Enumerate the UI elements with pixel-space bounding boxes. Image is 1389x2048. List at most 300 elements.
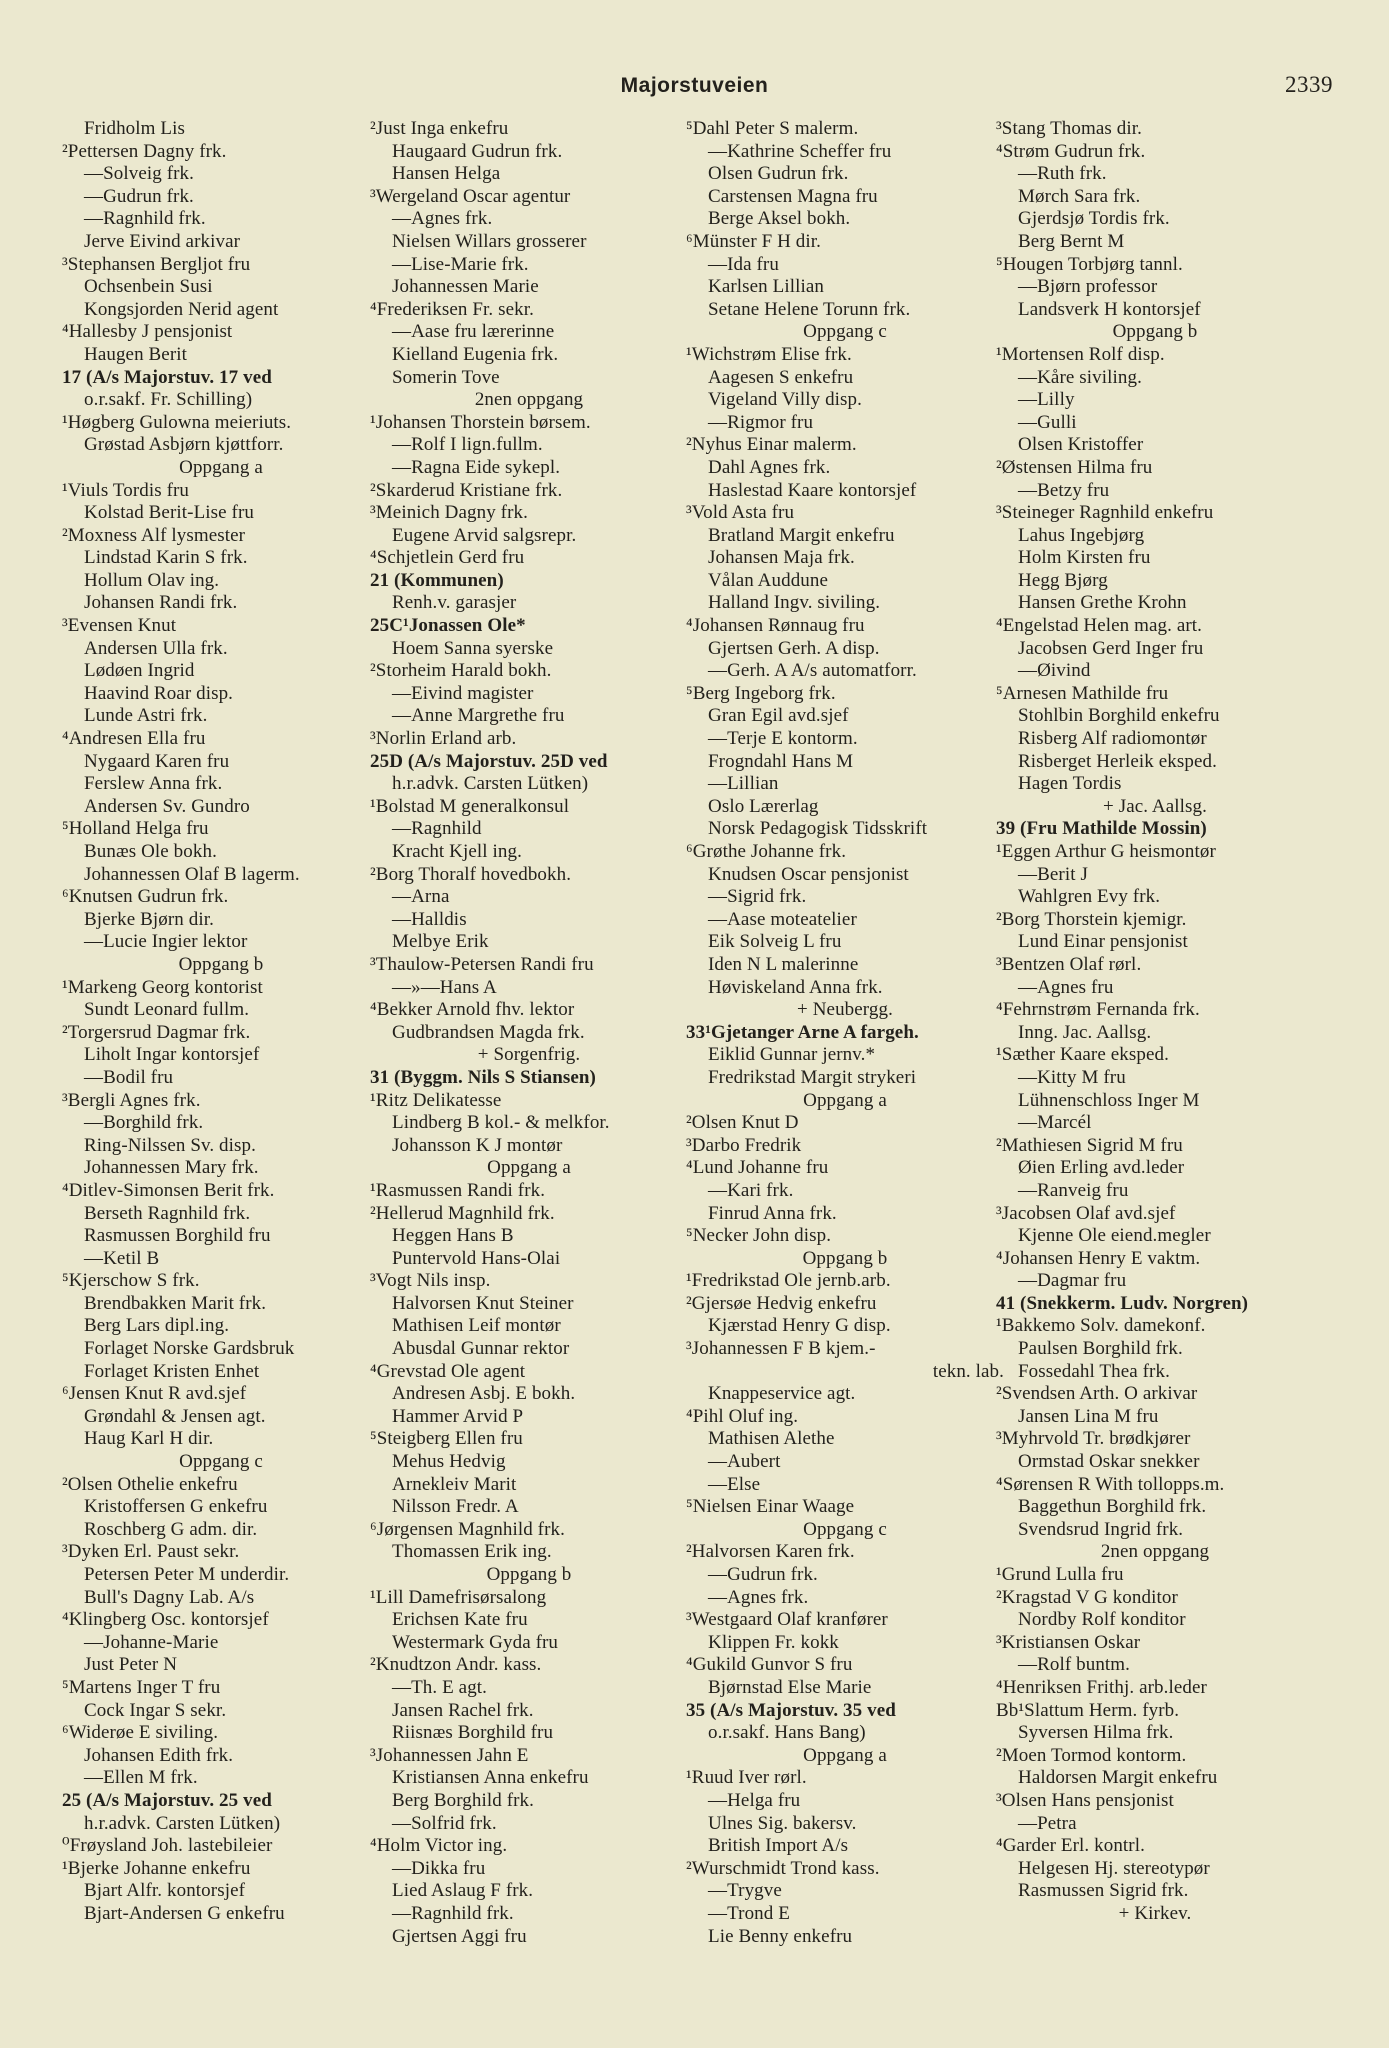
directory-entry: ⁴Strøm Gudrun frk. <box>996 140 1146 162</box>
directory-entry: ⁶Münster F H dir. <box>686 230 821 252</box>
directory-entry: Thomassen Erik ing. <box>392 1541 552 1563</box>
directory-entry: Ferslew Anna frk. <box>84 773 223 795</box>
directory-entry: ³Meinich Dagny frk. <box>370 502 528 524</box>
directory-entry: Haldorsen Margit enkefru <box>1018 1767 1218 1789</box>
directory-entry: —Helga fru <box>708 1789 801 1811</box>
directory-entry: —Anne Margrethe fru <box>392 705 565 727</box>
directory-entry: —Eivind magister <box>392 682 534 704</box>
directory-entry: Haugen Berit <box>84 343 188 365</box>
directory-entry: 35 (A/s Majorstuv. 35 ved <box>686 1699 896 1721</box>
directory-entry: Frogndahl Hans M <box>708 750 854 772</box>
directory-entry: —Kitty M fru <box>1018 1066 1126 1088</box>
directory-entry: ⁴Bekker Arnold fhv. lektor <box>370 999 575 1021</box>
directory-entry: ⁵Nielsen Einar Waage <box>686 1496 855 1518</box>
directory-entry: ¹Grund Lulla fru <box>996 1564 1124 1585</box>
directory-entry: ²Torgersrud Dagmar frk. <box>62 1021 251 1043</box>
directory-entry: Johannessen Marie <box>392 276 539 298</box>
directory-entry: Bjart-Andersen G enkefru <box>84 1902 285 1924</box>
directory-entry: —Ragna Eide sykepl. <box>392 456 561 478</box>
directory-entry: ⁴Schjetlein Gerd fru <box>370 547 525 569</box>
directory-entry: ²Moen Tormod kontorm. <box>996 1744 1187 1766</box>
directory-entry: ²Gjersøe Hedvig enkefru <box>686 1292 877 1314</box>
directory-entry: Finrud Anna frk. <box>708 1202 837 1224</box>
directory-entry: 31 (Byggm. Nils S Stiansen) <box>370 1066 596 1088</box>
directory-entry: Knudsen Oscar pensjonist <box>708 863 909 885</box>
directory-entry: Berg Bernt M <box>1018 230 1125 252</box>
directory-entry: ⁵Dahl Peter S malerm. <box>686 118 859 139</box>
directory-entry: Andresen Asbj. E bokh. <box>392 1383 576 1405</box>
directory-entry: Berseth Ragnhild frk. <box>84 1202 251 1224</box>
directory-entry: ²Kragstad V G konditor <box>996 1586 1178 1608</box>
page-number: 2339 <box>1285 72 1333 97</box>
directory-entry: Lied Aslaug F frk. <box>392 1880 534 1902</box>
directory-entry: Hagen Tordis <box>1018 773 1122 795</box>
directory-entry: Westermark Gyda fru <box>392 1631 559 1653</box>
directory-entry: —Johanne-Marie <box>84 1631 219 1653</box>
directory-entry: —Gudrun frk. <box>84 185 194 207</box>
directory-entry: ⁴Klingberg Osc. kontorsjef <box>62 1609 269 1631</box>
directory-entry: —Trygve <box>708 1880 782 1902</box>
directory-entry: Johansen Randi frk. <box>84 592 238 614</box>
directory-entry: Knappeservice agt. <box>708 1383 856 1405</box>
directory-entry: Andersen Ulla frk. <box>84 637 228 659</box>
directory-entry: 25D (A/s Majorstuv. 25D ved <box>370 750 608 772</box>
directory-entry: Klippen Fr. kokk <box>708 1631 839 1653</box>
directory-entry: ²Nyhus Einar malerm. <box>686 434 857 456</box>
directory-entry: —Ranveig fru <box>1018 1179 1129 1201</box>
directory-entry: 25 (A/s Majorstuv. 25 ved <box>62 1789 272 1811</box>
directory-entry: —Aase fru lærerinne <box>392 321 555 343</box>
directory-entry: Mathisen Alethe <box>708 1428 835 1450</box>
directory-entry: Mørch Sara frk. <box>1018 185 1141 207</box>
directory-entry: ²Mathiesen Sigrid M fru <box>996 1134 1183 1156</box>
directory-entry: Jerve Eivind arkivar <box>84 230 241 252</box>
directory-entry: Fridholm Lis <box>84 118 185 139</box>
directory-entry: Somerin Tove <box>392 366 500 388</box>
directory-entry: —Rigmor fru <box>708 411 814 433</box>
directory-entry: 41 (Snekkerm. Ludv. Norgren) <box>996 1292 1249 1314</box>
directory-entry: ¹Bjerke Johanne enkefru <box>62 1857 251 1879</box>
directory-entry: Bb¹Slattum Herm. fyrb. <box>996 1699 1180 1721</box>
directory-entry: Puntervold Hans-Olai <box>392 1247 561 1269</box>
directory-entry: ²Halvorsen Karen frk. <box>686 1541 855 1563</box>
directory-entry: Forlaget Norske Gardsbruk <box>84 1338 295 1360</box>
directory-entry: Johannessen Mary frk. <box>84 1157 259 1179</box>
directory-entry: —Rolf buntm. <box>1018 1654 1131 1676</box>
directory-entry: ⁴Engelstad Helen mag. art. <box>996 615 1203 637</box>
directory-entry: Johansen Edith frk. <box>84 1744 234 1766</box>
directory-entry: Inng. Jac. Aallsg. <box>1018 1021 1152 1043</box>
directory-entry: ⁶Grøthe Johanne frk. <box>686 841 847 862</box>
directory-entry: ³Jacobsen Olaf avd.sjef <box>996 1202 1176 1224</box>
directory-entry: ²Svendsen Arth. O arkivar <box>996 1383 1198 1405</box>
directory-entry: Olsen Gudrun frk. <box>708 163 849 185</box>
directory-entry: —Trond E <box>708 1902 790 1924</box>
directory-entry: —Ruth frk. <box>1018 163 1107 185</box>
directory-entry: ²Olsen Othelie enkefru <box>62 1473 238 1495</box>
directory-entry: ¹Markeng Georg kontorist <box>62 976 263 998</box>
directory-entry: ²Hellerud Magnhild frk. <box>370 1202 555 1224</box>
section-heading: Oppgang c <box>803 1518 887 1540</box>
directory-entry: ⁵Arnesen Mathilde fru <box>996 682 1169 704</box>
directory-entry: Eiklid Gunnar jernv.* <box>708 1044 876 1066</box>
directory-entry: 25C¹Jonassen Ole* <box>370 615 526 637</box>
directory-entry: ⁴Sørensen R With tollopps.m. <box>996 1473 1225 1495</box>
directory-entry: ⁴Johansen Rønnaug fru <box>686 615 865 637</box>
directory-entry: ¹Ruud Iver rørl. <box>686 1767 807 1789</box>
directory-entry: Brendbakken Marit frk. <box>84 1292 267 1314</box>
directory-entry: Cock Ingar S sekr. <box>84 1699 227 1721</box>
directory-entry: ³Westgaard Olaf kranfører <box>686 1609 888 1631</box>
directory-entry: Karlsen Lillian <box>708 276 824 298</box>
directory-entry: Iden N L malerinne <box>708 953 859 975</box>
directory-entry: Bratland Margit enkefru <box>708 524 895 546</box>
directory-entry: Syversen Hilma frk. <box>1018 1722 1174 1744</box>
directory-entry: —Solfrid frk. <box>392 1812 497 1834</box>
directory-entry: ⁵Martens Inger T fru <box>62 1676 221 1698</box>
directory-entry: ⁵Kjerschow S frk. <box>62 1270 200 1292</box>
section-heading: Oppgang a <box>803 1744 887 1766</box>
directory-entry: ⁴Pihl Oluf ing. <box>686 1405 799 1427</box>
directory-entry: ⁴Frederiksen Fr. sekr. <box>370 298 534 320</box>
directory-entry: Ring-Nilssen Sv. disp. <box>84 1134 256 1156</box>
directory-entry: Stohlbin Borghild enkefru <box>1018 705 1220 727</box>
directory-entry: Haugaard Gudrun frk. <box>392 140 563 162</box>
directory-entry: Haavind Roar disp. <box>84 682 234 704</box>
directory-entry: ⁵Hougen Torbjørg tannl. <box>996 253 1183 275</box>
directory-entry: Kjenne Ole eiend.megler <box>1018 1225 1211 1247</box>
directory-entry: —Terje E kontorm. <box>708 728 858 750</box>
directory-entry: ²Pettersen Dagny frk. <box>62 140 227 162</box>
directory-entry: Øien Erling avd.leder <box>1018 1157 1185 1179</box>
directory-entry: —Halldis <box>392 908 467 930</box>
directory-entry: Lühnenschloss Inger M <box>1018 1089 1200 1111</box>
directory-entry: Hansen Grethe Krohn <box>1018 592 1187 614</box>
directory-entry: Ulnes Sig. bakersv. <box>708 1812 857 1834</box>
directory-entry: —Marcél <box>1018 1112 1092 1134</box>
section-heading: Oppgang b <box>178 953 264 975</box>
directory-entry: 17 (A/s Majorstuv. 17 ved <box>62 366 272 388</box>
directory-entry: Johansson K J montør <box>392 1134 563 1156</box>
section-heading: Oppgang b <box>1112 321 1198 343</box>
directory-entry: Lindstad Karin S frk. <box>84 547 248 569</box>
directory-entry: —Ellen M frk. <box>84 1767 198 1789</box>
directory-entry: Lie Benny enkefru <box>708 1925 853 1947</box>
directory-entry: Mathisen Leif montør <box>392 1315 561 1337</box>
directory-entry: —Borghild frk. <box>84 1112 204 1134</box>
directory-entry: ²Olsen Knut D <box>686 1112 799 1134</box>
directory-entry: —Agnes frk. <box>392 208 493 230</box>
directory-entry: ¹Lill Damefrisørsalong <box>370 1586 547 1608</box>
directory-column-4 <box>996 118 1314 1926</box>
directory-entry: ¹Eggen Arthur G heismontør <box>996 841 1216 862</box>
page-title: Majorstuveien <box>620 74 769 97</box>
directory-entry: Dahl Agnes frk. <box>708 456 831 478</box>
directory-entry: ³Darbo Fredrik <box>686 1134 802 1156</box>
directory-entry: ⁵Steigberg Ellen fru <box>370 1428 523 1450</box>
directory-entry: Jansen Rachel frk. <box>392 1699 534 1721</box>
directory-entry: —Solveig frk. <box>84 163 195 185</box>
directory-entry: Hoem Sanna syerske <box>392 637 554 659</box>
directory-entry: —Dagmar fru <box>1018 1270 1127 1292</box>
directory-entry: Kristiansen Anna enkefru <box>392 1767 589 1789</box>
section-heading: + Neubergg. <box>797 999 893 1021</box>
directory-entry: ⁴Lund Johanne fru <box>686 1157 829 1179</box>
directory-column-2 <box>370 118 688 1948</box>
directory-entry: —Kåre siviling. <box>1018 366 1142 388</box>
directory-entry: Berg Lars dipl.ing. <box>84 1315 230 1337</box>
directory-entry: ⁶Knutsen Gudrun frk. <box>62 886 229 908</box>
directory-entry: Kongsjorden Nerid agent <box>84 298 279 320</box>
directory-entry: Liholt Ingar kontorsjef <box>84 1044 260 1066</box>
directory-entry: —Arna <box>392 886 450 908</box>
directory-entry: Wahlgren Evy frk. <box>1018 886 1161 908</box>
directory-entry: ²Borg Thoralf hovedbokh. <box>370 863 572 885</box>
directory-entry: Setane Helene Torunn frk. <box>708 298 911 320</box>
directory-entry: Eugene Arvid salgsrepr. <box>392 524 577 546</box>
directory-entry: o.r.sakf. Hans Bang) <box>708 1722 866 1744</box>
directory-entry: ¹Ritz Delikatesse <box>370 1089 502 1111</box>
directory-entry: Gjerdsjø Tordis frk. <box>1018 208 1170 230</box>
section-heading: Oppgang b <box>486 1564 572 1585</box>
section-heading: Oppgang a <box>487 1157 571 1179</box>
directory-entry: ⁴Garder Erl. kontrl. <box>996 1835 1145 1857</box>
directory-entry: ¹Johansen Thorstein børsem. <box>370 411 591 433</box>
section-heading: + Kirkev. <box>1118 1902 1192 1924</box>
directory-entry: Nordby Rolf konditor <box>1018 1609 1186 1631</box>
directory-entry: Svendsrud Ingrid frk. <box>1018 1518 1184 1540</box>
directory-entry: ⁴Henriksen Frithj. arb.leder <box>996 1676 1207 1698</box>
directory-entry: 39 (Fru Mathilde Mossin) <box>996 818 1207 840</box>
directory-entry: Kristoffersen G enkefru <box>84 1496 268 1518</box>
directory-entry: ⁴Ditlev-Simonsen Berit frk. <box>62 1179 275 1201</box>
directory-entry: Carstensen Magna fru <box>708 185 878 207</box>
directory-entry: Jansen Lina M fru <box>1018 1405 1159 1427</box>
directory-entry: —Berit J <box>1018 863 1088 885</box>
directory-entry: ²Moxness Alf lysmester <box>62 524 246 546</box>
directory-entry: Oslo Lærerlag <box>708 795 819 817</box>
directory-entry: o.r.sakf. Fr. Schilling) <box>84 389 253 411</box>
directory-entry: —Gudrun frk. <box>708 1564 818 1585</box>
directory-entry: ³Olsen Hans pensjonist <box>996 1789 1174 1811</box>
directory-entry: ²Skarderud Kristiane frk. <box>370 479 563 501</box>
directory-entry: Nilsson Fredr. A <box>392 1496 519 1518</box>
directory-entry: Lindberg B kol.- & melkfor. <box>392 1112 610 1134</box>
directory-entry: Risberg Alf radiomontør <box>1018 728 1207 750</box>
directory-entry: Kjærstad Henry G disp. <box>708 1315 891 1337</box>
section-heading: Oppgang c <box>803 321 887 343</box>
directory-entry: ⁰Frøysland Joh. lastebileier <box>62 1835 273 1857</box>
directory-entry: ³Stephansen Bergljot fru <box>62 253 251 275</box>
directory-entry: —Bjørn professor <box>1018 276 1158 298</box>
directory-entry: —Gulli <box>1018 411 1077 433</box>
directory-entry: ¹Rasmussen Randi frk. <box>370 1179 546 1201</box>
directory-entry: —Else <box>708 1473 761 1495</box>
directory-entry: —Sigrid frk. <box>708 886 807 908</box>
directory-entry: Abusdal Gunnar rektor <box>392 1338 570 1360</box>
directory-entry: Lahus Ingebjørg <box>1018 524 1145 546</box>
directory-entry: Renh.v. garasjer <box>392 592 517 614</box>
directory-entry: ⁵Berg Ingeborg frk. <box>686 682 836 704</box>
directory-entry: Nygaard Karen fru <box>84 750 230 772</box>
directory-column-3 <box>686 118 1004 1948</box>
directory-entry: ¹Mortensen Rolf disp. <box>996 343 1165 365</box>
directory-entry: ³Johannessen F B kjem.- <box>686 1338 876 1360</box>
directory-entry: ⁶Widerøe E siviling. <box>62 1722 219 1744</box>
directory-entry: Bjart Alfr. kontorsjef <box>84 1880 246 1902</box>
directory-entry: Risberget Herleik eksped. <box>1018 750 1217 772</box>
directory-entry: ⁵Holland Helga fru <box>62 818 209 840</box>
directory-entry: ¹Bakkemo Solv. damekonf. <box>996 1315 1206 1337</box>
directory-entry: Lødøen Ingrid <box>84 660 195 682</box>
directory-entry: 33¹Gjetanger Arne A fargeh. <box>686 1021 919 1043</box>
directory-entry: —Kari frk. <box>708 1179 794 1201</box>
directory-entry: Bjerke Bjørn dir. <box>84 908 214 930</box>
directory-entry: Baggethun Borghild frk. <box>1018 1496 1207 1518</box>
directory-entry: Hollum Olav ing. <box>84 569 220 591</box>
directory-entry: Johansen Maja frk. <box>708 547 855 569</box>
directory-entry: —Lise-Marie frk. <box>392 253 529 275</box>
directory-entry: —Ida fru <box>708 253 779 275</box>
directory-entry: Just Peter N <box>84 1654 178 1676</box>
directory-entry: —Ragnhild frk. <box>84 208 206 230</box>
directory-entry: ³Wergeland Oscar agentur <box>370 185 571 207</box>
directory-entry: —Dikka fru <box>392 1857 486 1879</box>
directory-entry: Gjertsen Aggi fru <box>392 1925 527 1947</box>
directory-entry: ²Knudtzon Andr. kass. <box>370 1654 542 1676</box>
directory-entry: Hammer Arvid P <box>392 1405 524 1427</box>
directory-entry: —Lillian <box>708 773 779 795</box>
directory-entry: Hegg Bjørg <box>1018 569 1108 591</box>
directory-entry: Halland Ingv. siviling. <box>708 592 881 614</box>
directory-entry: Roschberg G adm. dir. <box>84 1518 258 1540</box>
section-heading: Oppgang a <box>179 456 263 478</box>
directory-entry: ³Steineger Ragnhild enkefru <box>996 502 1214 524</box>
directory-entry: Riisnæs Borghild fru <box>392 1722 554 1744</box>
directory-entry: —Aase moteatelier <box>708 908 857 930</box>
directory-entry: Forlaget Kristen Enhet <box>84 1360 260 1382</box>
directory-entry: Bjørnstad Else Marie <box>708 1676 872 1698</box>
directory-entry: ²Storheim Harald bokh. <box>370 660 552 682</box>
directory-entry: ²Just Inga enkefru <box>370 118 509 139</box>
directory-entry: Bull's Dagny Lab. A/s <box>84 1586 255 1608</box>
directory-entry: Rasmussen Borghild fru <box>84 1225 271 1247</box>
directory-entry: ¹Fredrikstad Ole jernb.arb. <box>686 1270 891 1292</box>
section-heading: Oppgang c <box>179 1451 263 1473</box>
directory-entry: Fredrikstad Margit strykeri <box>708 1066 917 1088</box>
directory-entry: Jacobsen Gerd Inger fru <box>1018 637 1204 659</box>
directory-entry: —Betzy fru <box>1018 479 1110 501</box>
directory-entry: Haslestad Kaare kontorsjef <box>708 479 917 501</box>
directory-entry: —Aubert <box>708 1451 781 1473</box>
directory-entry: —Ragnhild <box>392 818 482 840</box>
directory-entry: —Bodil fru <box>84 1066 174 1088</box>
directory-entry: ⁴Andresen Ella fru <box>62 728 206 750</box>
directory-entry: tekn. lab. <box>932 1360 1004 1382</box>
directory-entry: —Kathrine Scheffer fru <box>708 140 892 162</box>
directory-entry: —Øivind <box>1018 660 1091 682</box>
directory-entry: ³Bentzen Olaf rørl. <box>996 953 1142 975</box>
directory-entry: ³Myhrvold Tr. brødkjører <box>996 1428 1191 1450</box>
directory-entry: ⁴Grevstad Ole agent <box>370 1360 526 1382</box>
directory-entry: Vålan Auddune <box>708 569 829 591</box>
directory-entry: ²Østensen Hilma fru <box>996 456 1153 478</box>
directory-entry: Landsverk H kontorsjef <box>1018 298 1201 320</box>
directory-entry: Bunæs Ole bokh. <box>84 841 217 862</box>
section-heading: + Sorgenfrig. <box>477 1044 581 1066</box>
directory-entry: Høviskeland Anna frk. <box>708 976 883 998</box>
directory-entry: ⁵Necker John disp. <box>686 1225 832 1247</box>
directory-entry: Haug Karl H dir. <box>84 1428 214 1450</box>
directory-entry: Olsen Kristoffer <box>1018 434 1144 456</box>
directory-entry: ⁴Fehrnstrøm Fernanda frk. <box>996 999 1200 1021</box>
directory-entry: —Rolf I lign.fullm. <box>392 434 543 456</box>
directory-entry: Norsk Pedagogisk Tidsskrift <box>708 818 928 840</box>
directory-entry: Sundt Leonard fullm. <box>84 999 250 1021</box>
directory-entry: Aagesen S enkefru <box>708 366 854 388</box>
directory-entry: ⁴Gukild Gunvor S fru <box>686 1654 853 1676</box>
directory-entry: Lunde Astri frk. <box>84 705 208 727</box>
directory-entry: ³Johannessen Jahn E <box>370 1744 529 1766</box>
directory-entry: —Gerh. A A/s automatforr. <box>708 660 917 682</box>
directory-entry: ⁶Jensen Knut R avd.sjef <box>62 1383 247 1405</box>
directory-entry: Hansen Helga <box>392 163 501 185</box>
directory-entry: ³Stang Thomas dir. <box>996 118 1142 139</box>
directory-entry: Grøstad Asbjørn kjøttforr. <box>84 434 284 456</box>
directory-entry: —Th. E agt. <box>392 1676 488 1698</box>
directory-entry: ⁴Johansen Henry E vaktm. <box>996 1247 1201 1269</box>
directory-entry: —Agnes frk. <box>708 1586 809 1608</box>
directory-entry: ¹Wichstrøm Elise frk. <box>686 343 852 365</box>
directory-entry: British Import A/s <box>708 1835 849 1857</box>
directory-entry: Arnekleiv Marit <box>392 1473 517 1495</box>
directory-entry: Rasmussen Sigrid frk. <box>1018 1880 1189 1902</box>
directory-entry: Andersen Sv. Gundro <box>84 795 250 817</box>
directory-entry: h.r.advk. Carsten Lütken) <box>392 773 589 795</box>
directory-entry: Berge Aksel bokh. <box>708 208 851 230</box>
directory-entry: Berg Borghild frk. <box>392 1789 535 1811</box>
directory-entry: Petersen Peter M underdir. <box>84 1564 290 1585</box>
directory-entry: ³Thaulow-Petersen Randi fru <box>370 953 594 975</box>
directory-entry: Kielland Eugenia frk. <box>392 343 559 365</box>
directory-entry: ³Evensen Knut <box>62 615 177 637</box>
directory-entry: Eik Solveig L fru <box>708 931 842 953</box>
directory-entry: ¹Sæther Kaare eksped. <box>996 1044 1169 1066</box>
directory-entry: Vigeland Villy disp. <box>708 389 862 411</box>
directory-entry: Paulsen Borghild frk. <box>1018 1338 1183 1360</box>
directory-entry: Mehus Hedvig <box>392 1451 506 1473</box>
directory-entry: Gran Egil avd.sjef <box>708 705 849 727</box>
directory-entry: Fossedahl Thea frk. <box>1018 1360 1170 1382</box>
directory-entry: —Lucie Ingier lektor <box>84 931 248 953</box>
directory-entry: Johannessen Olaf B lagerm. <box>84 863 300 885</box>
directory-entry: Holm Kirsten fru <box>1018 547 1151 569</box>
directory-entry: ³Vold Asta fru <box>686 502 795 524</box>
directory-column-1 <box>62 118 380 1926</box>
directory-entry: ⁶Jørgensen Magnhild frk. <box>370 1518 565 1540</box>
directory-entry: ⁴Hallesby J pensjonist <box>62 321 233 343</box>
directory-entry: Gjertsen Gerh. A disp. <box>708 637 880 659</box>
directory-entry: —Ketil B <box>84 1247 160 1269</box>
directory-entry: Ochsenbein Susi <box>84 276 213 298</box>
directory-entry: Kolstad Berit-Lise fru <box>84 502 254 524</box>
directory-entry: ²Borg Thorstein kjemigr. <box>996 908 1187 930</box>
directory-entry: ³Dyken Erl. Paust sekr. <box>62 1541 240 1563</box>
directory-entry: Gudbrandsen Magda frk. <box>392 1021 585 1043</box>
section-heading: 2nen oppgang <box>474 389 584 411</box>
directory-entry: Heggen Hans B <box>392 1225 514 1247</box>
section-heading: 2nen oppgang <box>1100 1541 1210 1563</box>
